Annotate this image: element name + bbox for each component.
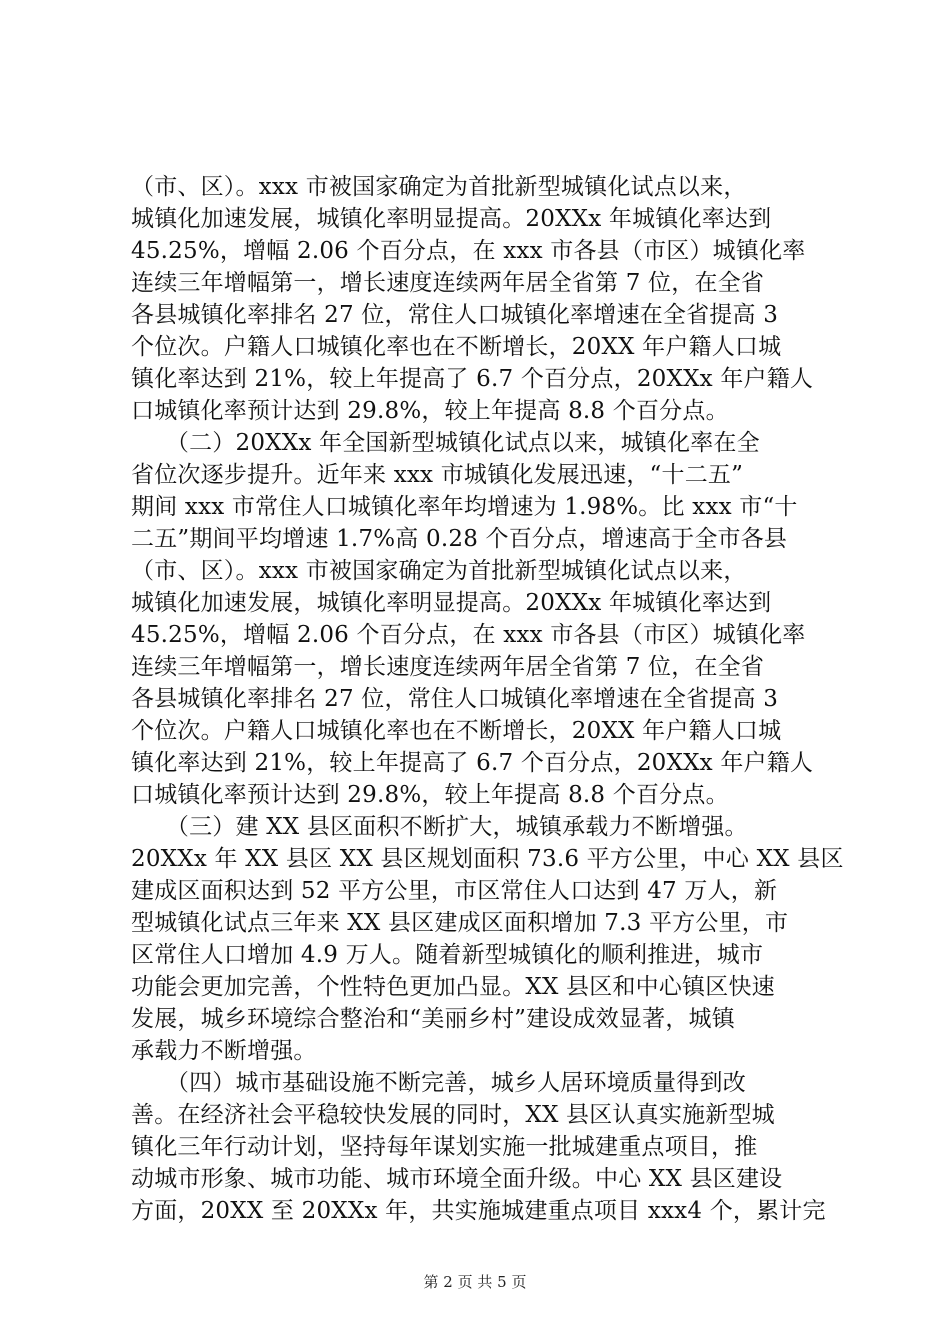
body-text-line: 45.25%，增幅 2.06 个百分点，在 xxx 市各县（市区）城镇化率: [131, 238, 806, 264]
body-text-line: 承载力不断增强。: [131, 1038, 317, 1064]
body-text-line: 20XXx 年 XX 县区 XX 县区规划面积 73.6 平方公里，中心 XX 县区: [131, 846, 844, 872]
body-text-line: 45.25%，增幅 2.06 个百分点，在 xxx 市各县（市区）城镇化率: [131, 622, 806, 648]
body-text-line: 城镇化加速发展，城镇化率明显提高。20XXx 年城镇化率达到: [131, 206, 772, 232]
body-text-line: 动城市形象、城市功能、城市环境全面升级。中心 XX 县区建设: [131, 1166, 783, 1192]
page-footer: 第 2 页 共 5 页: [423, 1273, 527, 1291]
body-text-line: 建成区面积达到 52 平方公里，市区常住人口达到 47 万人，新: [131, 878, 778, 904]
body-text-line: 功能会更加完善，个性特色更加凸显。XX 县区和中心镇区快速: [131, 974, 775, 1000]
body-text-line: 型城镇化试点三年来 XX 县区建成区面积增加 7.3 平方公里，市: [131, 910, 789, 936]
body-text-line: 个位次。户籍人口城镇化率也在不断增长，20XX 年户籍人口城: [131, 718, 782, 744]
body-text-line: 各县城镇化率排名 27 位，常住人口城镇化率增速在全省提高 3: [131, 686, 779, 712]
body-text-line: 口城镇化率预计达到 29.8%，较上年提高 8.8 个百分点。: [131, 398, 729, 424]
section-heading-line: （四）城市基础设施不断完善，城乡人居环境质量得到改: [131, 1070, 746, 1096]
body-text-line: 区常住人口增加 4.9 万人。随着新型城镇化的顺利推进，城市: [131, 942, 764, 968]
body-text-line: 连续三年增幅第一，增长速度连续两年居全省第 7 位，在全省: [131, 270, 765, 296]
body-text-line: 善。在经济社会平稳较快发展的同时，XX 县区认真实施新型城: [131, 1102, 775, 1128]
section-heading-line: （二）20XXx 年全国新型城镇化试点以来，城镇化率在全: [131, 430, 760, 456]
body-text-line: 个位次。户籍人口城镇化率也在不断增长，20XX 年户籍人口城: [131, 334, 782, 360]
body-text-line: 期间 xxx 市常住人口城镇化率年均增速为 1.98%。比 xxx 市“十: [131, 494, 798, 520]
body-text-line: 城镇化加速发展，城镇化率明显提高。20XXx 年城镇化率达到: [131, 590, 772, 616]
body-text-line: 省位次逐步提升。近年来 xxx 市城镇化发展迅速，“十二五”: [131, 462, 744, 488]
body-text-line: 镇化三年行动计划，坚持每年谋划实施一批城建重点项目，推: [131, 1134, 758, 1160]
body-text-line: 连续三年增幅第一，增长速度连续两年居全省第 7 位，在全省: [131, 654, 765, 680]
body-text-line: （市、区）。xxx 市被国家确定为首批新型城镇化试点以来，: [131, 174, 747, 200]
body-text-line: （市、区）。xxx 市被国家确定为首批新型城镇化试点以来，: [131, 558, 747, 584]
body-text-line: 镇化率达到 21%，较上年提高了 6.7 个百分点，20XXx 年户籍人: [131, 750, 814, 776]
body-text-line: 发展，城乡环境综合整治和“美丽乡村”建设成效显著，城镇: [131, 1006, 735, 1032]
body-text-line: 各县城镇化率排名 27 位，常住人口城镇化率增速在全省提高 3: [131, 302, 779, 328]
body-text-line: 方面，20XX 至 20XXx 年，共实施城建重点项目 xxx4 个，累计完: [131, 1198, 826, 1224]
body-text-line: 镇化率达到 21%，较上年提高了 6.7 个百分点，20XXx 年户籍人: [131, 366, 814, 392]
section-heading-line: （三）建 XX 县区面积不断扩大，城镇承载力不断增强。: [131, 814, 748, 840]
body-text-line: 口城镇化率预计达到 29.8%，较上年提高 8.8 个百分点。: [131, 782, 729, 808]
body-text-line: 二五”期间平均增速 1.7%高 0.28 个百分点，增速高于全市各县: [131, 526, 788, 552]
